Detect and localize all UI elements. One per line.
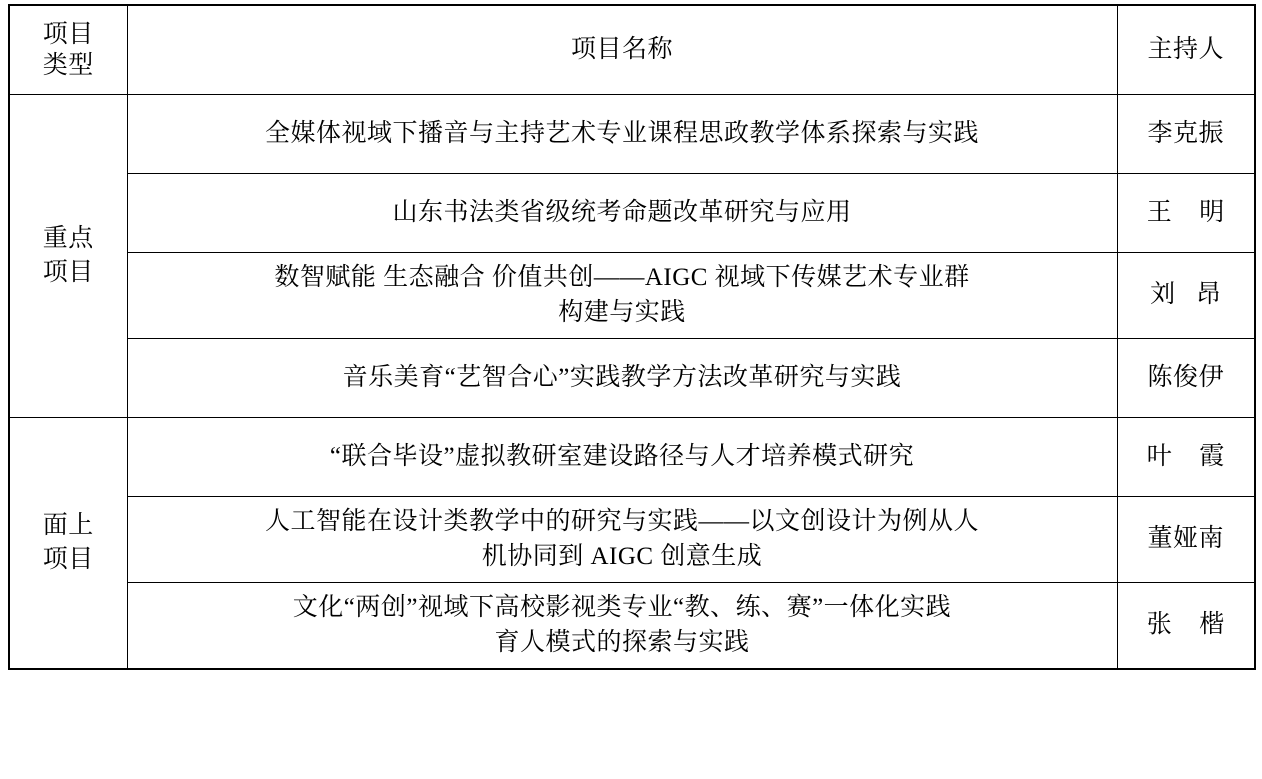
project-host-cell: 张 楷 (1117, 583, 1255, 670)
project-name-line: 育人模式的探索与实践 (494, 628, 750, 656)
project-name-line: 构建与实践 (558, 298, 686, 326)
table-row (9, 497, 1255, 583)
project-name-line: 数智赋能 生态融合 价值共创——AIGC 视域下传媒艺术专业群 (274, 264, 970, 291)
column-header-type-line-2: 类型 (42, 52, 94, 79)
table-row (9, 418, 1255, 497)
table-header (9, 5, 1255, 95)
project-name-cell (127, 174, 1117, 253)
group-type-line-1: 重点 (42, 224, 94, 252)
project-name-line: 音乐美育“艺智合心”实践教学方法改革研究与实践 (342, 363, 902, 391)
table-body (9, 95, 1255, 670)
project-name-cell (127, 253, 1117, 339)
project-name-cell (127, 95, 1117, 174)
column-header-type (9, 5, 127, 95)
project-name-line: 人工智能在设计类教学中的研究与实践——以文创设计为例从人 (264, 508, 979, 535)
table-row (9, 95, 1255, 174)
project-host-cell: 刘 昂 (1117, 253, 1255, 339)
project-host-cell: 董娅南 (1117, 497, 1255, 583)
project-name-line: 机协同到 AIGC 创意生成 (481, 542, 763, 570)
project-name-line: 山东书法类省级统考命题改革研究与应用 (392, 198, 852, 226)
project-name-cell (127, 583, 1117, 670)
project-name-cell (127, 418, 1117, 497)
project-host-cell: 叶 霞 (1117, 418, 1255, 497)
project-host-cell: 王 明 (1117, 174, 1255, 253)
group-type-line-2: 项目 (42, 259, 94, 286)
column-header-type-line-1: 项目 (42, 20, 94, 48)
project-name-cell (127, 497, 1117, 583)
table-row (9, 253, 1255, 339)
column-header-name: 项目名称 (127, 5, 1117, 95)
project-name-cell (127, 339, 1117, 418)
group-type-cell-0 (9, 95, 127, 418)
project-name-line: “联合毕设”虚拟教研室建设路径与人才培养模式研究 (329, 442, 915, 470)
project-name-line: 文化“两创”视域下高校影视类专业“教、练、赛”一体化实践 (292, 594, 952, 621)
project-host-cell: 李克振 (1117, 95, 1255, 174)
table-header-row (9, 5, 1255, 95)
project-host-cell: 陈俊伊 (1117, 339, 1255, 418)
table-row (9, 583, 1255, 670)
project-name-line: 全媒体视域下播音与主持艺术专业课程思政教学体系探索与实践 (264, 119, 979, 147)
column-header-host: 主持人 (1117, 5, 1255, 95)
group-type-line-2: 项目 (42, 546, 94, 573)
group-type-line-1: 面上 (42, 511, 94, 539)
table-row (9, 174, 1255, 253)
table-row (9, 339, 1255, 418)
group-type-cell-1 (9, 418, 127, 670)
project-table (8, 4, 1256, 670)
